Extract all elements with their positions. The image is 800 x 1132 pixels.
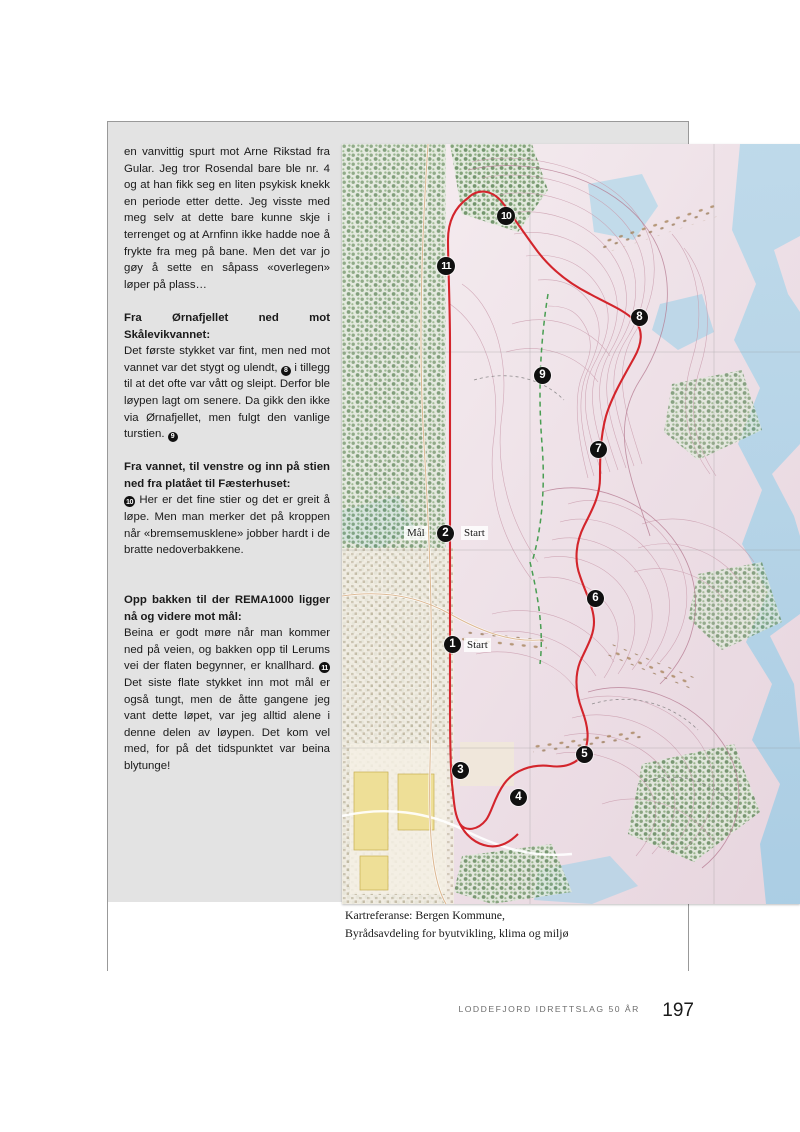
map-marker-3[interactable]: 3 — [452, 762, 469, 779]
inline-marker-8: 8 — [281, 366, 291, 376]
map-caption — [345, 906, 675, 942]
map-marker-9[interactable]: 9 — [534, 367, 551, 384]
map-label-maal: Mål — [404, 526, 428, 540]
spacer — [124, 293, 330, 310]
page-number: 197 — [662, 1000, 694, 1021]
map-marker-5[interactable]: 5 — [576, 746, 593, 763]
section-1-text-before: Det første stykket var fint, men ned mot vannet var det stygt og ulendt, — [124, 345, 330, 374]
section-3-text-mid: Det siste flate stykket inn mot mål er også tungt, men de åtte gangene jeg vant dette løpet, var jeg alltid alene i denne delen av løypen. Det kom vel med, for på det tidspunktet var beina blytunge! — [124, 677, 330, 772]
section-1-text-mid: i tillegg til at det ofte var vått og sleipt. Derfor ble løypen lagt om senere. Da gikk den ikke via Ørnafjellet, men fulgt den vanlige turstien. — [124, 361, 330, 441]
map-caption-line-1: Kartreferanse: Bergen Kommune, — [345, 908, 505, 922]
map-label-start-2: Start — [461, 526, 488, 540]
section-heading-3: Opp bakken til der REMA1000 ligger nå og videre mot mål: — [124, 594, 330, 623]
map-marker-6[interactable]: 6 — [587, 590, 604, 607]
map-marker-7[interactable]: 7 — [590, 441, 607, 458]
section-heading-2: Fra vannet, til venstre og inn på stien ned fra platået til Fæsterhuset: — [124, 461, 330, 490]
spacer — [124, 575, 330, 592]
map-marker-4[interactable]: 4 — [510, 789, 527, 806]
section-body-1 — [124, 343, 330, 443]
spacer — [124, 443, 330, 460]
footer-publication-title: LODDEFJORD IDRETTSLAG 50 ÅR — [458, 1004, 640, 1014]
inline-marker-9: 9 — [168, 432, 178, 442]
page-footer — [0, 1000, 694, 1022]
spacer — [124, 559, 330, 576]
map-caption-line-2: Byrådsavdeling for byutvikling, klima og miljø — [345, 926, 569, 940]
route-map — [342, 144, 800, 904]
map-canvas — [342, 144, 800, 904]
map-marker-11[interactable]: 11 — [437, 257, 455, 275]
inline-marker-11: 11 — [319, 662, 330, 673]
section-heading-1: Fra Ørnafjellet ned mot Skålevikvannet: — [124, 311, 330, 341]
map-marker-1[interactable]: 1 — [444, 636, 461, 653]
paragraph-intro: en vanvittig spurt mot Arne Rikstad fra Gular. Jeg tror Rosendal bare ble nr. 4 og at han fikk seg en liten psykisk knekk en periode etter dette. Jeg visste med meg selv at dette bare kunne skje i terrenget og at Arnfinn ikke hadde noe å frykte fra meg på bane. Men det var jo gøy å sette en såpass «overlegen» løper på plass… — [124, 146, 330, 291]
inline-marker-10: 10 — [126, 497, 133, 507]
article-text-column — [124, 144, 330, 954]
section-3-text-before: Beina er godt møre når man kommer ned på veien, og bakken opp til Lerums vei der flaten begynner, er knallhard. — [124, 627, 330, 673]
section-2-text-mid: Her er det fine stier og det er greit å løpe. Men man merker det på kroppen når «bremsemusklene» jobber hardt i de bratte nedoverbakkene. — [124, 494, 330, 557]
map-marker-10[interactable]: 10 — [497, 207, 515, 225]
map-label-start-1: Start — [464, 638, 491, 652]
section-body-2 — [124, 492, 330, 558]
map-marker-8[interactable]: 8 — [631, 309, 648, 326]
section-body-3 — [124, 625, 330, 774]
map-route-layer — [342, 144, 800, 904]
map-marker-2[interactable]: 2 — [437, 525, 454, 542]
